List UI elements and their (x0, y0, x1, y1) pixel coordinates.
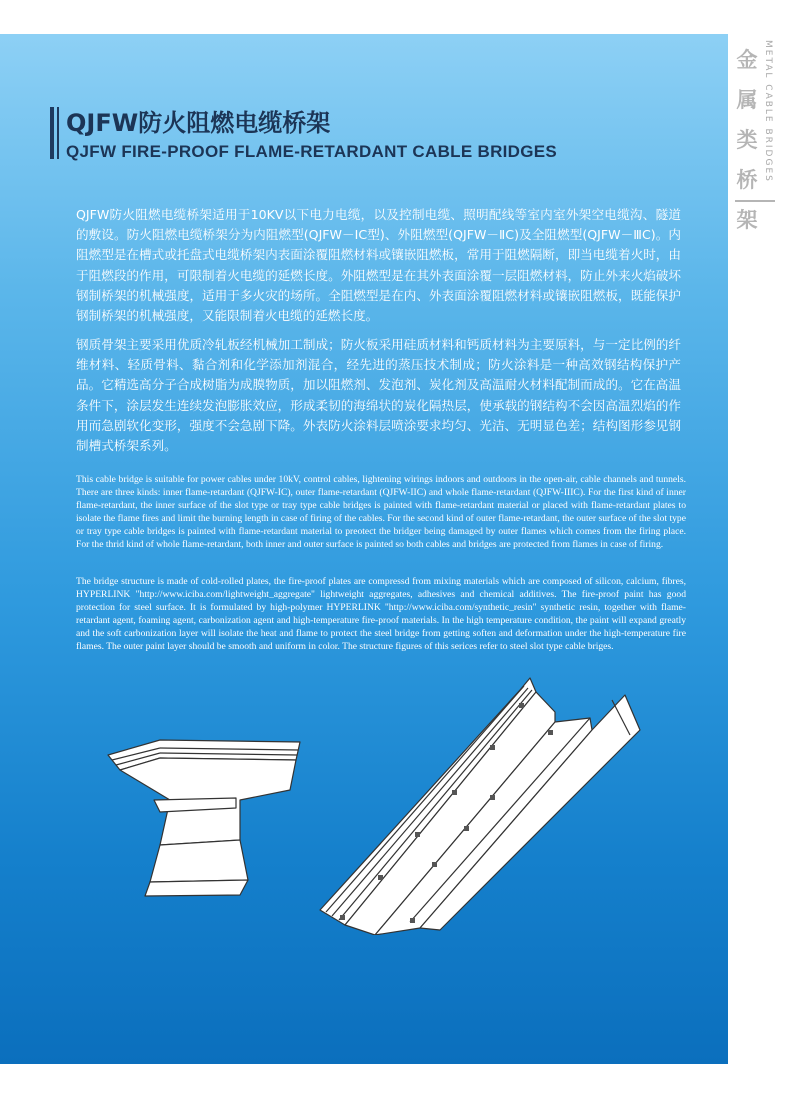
sidebar-char: 桥 (736, 168, 758, 192)
chinese-paragraph-1: QJFW防火阻燃电缆桥架适用于10KV以下电力电缆，以及控制电缆、照明配线等室内室外架空电缆沟、隧道的敷设。防火阻燃电缆桥架分为内阻燃型(QJFW－ⅠC型)、外阻燃型(QJFW－ⅡC)及全阻燃型(QJFW－ⅢC)。内阻燃型是在槽式或托盘式电缆桥架内表面涂覆阻燃材料或镶嵌阻燃板，常用于阻燃隔断，即当电缆着火时，由于阻燃段的作用，可限制着火电缆的延燃长度。外阻燃型是在其外表面涂覆一层阻燃材料，防止外来火焰破坏钢制桥架的机械强度，适用于多火灾的场所。全阻燃型是在内、外表面涂覆阻燃材料或镶嵌阻燃板，既能保护钢制桥架的机械强度，又能限制着火电缆的延燃长度。 (76, 207, 681, 324)
sidebar-char: 金 (736, 48, 758, 72)
title-accent-bar-thin (57, 107, 59, 159)
english-paragraph-2: The bridge structure is made of cold-rolled plates, the fire-proof plates are compressd from mixing materials which are composed of silicon, calcium, fibres, HYPERLINK "http://www.iciba.com/lightweight_aggregate" lightweight aggregates, adhesives and chemical additives. The fire-proof paint has good protection for steel surface. It is formulated by high-polymer HYPERLINK "http://www.iciba.com/synthetic_resin" synthetic resin, together with flame-retardant agent, foaming agent, carbonization agent and high-temperature fire-proof materials. In the high temperature condition, the paint will expand greatly and the soft carbonization layer will isolate the heat and flame to protect the steel bridge from getting soften and deformation under the high-temperature fire flames. The outer paint layer should be smooth and uniform in color. The structure figures of this serices refer to steel slot type cable briges. (76, 576, 686, 652)
sidebar-char: 架 (736, 208, 758, 232)
sidebar-char: 类 (736, 128, 758, 152)
sidebar-underline (735, 200, 775, 202)
title-accent-bar (50, 107, 54, 159)
sidebar-english-label: METAL CABLE BRIDGES (763, 40, 773, 183)
sidebar-char: 属 (736, 88, 758, 112)
chinese-paragraph-2: 钢质骨架主要采用优质冷轧板经机械加工制成；防火板采用硅质材料和钙质材料为主要原料，与一定比例的纤维材料、轻质骨料、黏合剂和化学添加剂混合，经先进的蒸压技术制成；防火涂料是一种高效钢结构保护产品。它精选高分子合成树脂为成膜物质，加以阻燃剂、发泡剂、炭化剂及高温耐火材料配制而成的。它在高温条件下，涂层发生连续发泡膨胀效应，形成柔韧的海绵状的炭化隔热层，使承载的钢结构不会因高温烈焰的作用而急剧软化变形，强度不会急剧下降。外表防火涂料层喷涂要求均匀、光洁、无明显色差；结构图形参见钢制槽式桥架系列。 (76, 337, 681, 454)
tee-fitting-drawing (108, 740, 300, 896)
cable-bridge-illustration (100, 665, 660, 935)
straight-channel-drawing (320, 678, 640, 935)
category-sidebar (735, 40, 775, 232)
sidebar-chinese-label (735, 40, 759, 240)
page-title-chinese: QJFW防火阻燃电缆桥架 (66, 109, 331, 137)
english-paragraph-1: This cable bridge is suitable for power cables under 10kV, control cables, lightening wirings indoors and outdoors in the open-air, cable channels and tunnels. There are three kinds: inner flame-retardant (QJFW-IC), outer flame-retardant (QJFW-IIC) and whole flame-retardant (QJFW-IIIC). For the first kind of inner flame-retardant, the inner surface of the slot type or tray type cable bridges is painted with flame-retardant material or placed with flame-retardant plates to isolate the flame fires and limit the burning length in case of firing of the cables. For the second kind of outer flame-retardant, the outer surface of the slot type or tray type cable bridges is painted with flame-retardant material to preotect the bridger being damaged by outer flames which comes from the firing place. For the thrid kind of whole flame-retardant, both inner and outer surface is painted so both cables and bridges are protected from flames in case of firing. (76, 474, 686, 550)
page-title-english: QJFW FIRE-PROOF FLAME-RETARDANT CABLE BRIDGES (66, 142, 558, 161)
